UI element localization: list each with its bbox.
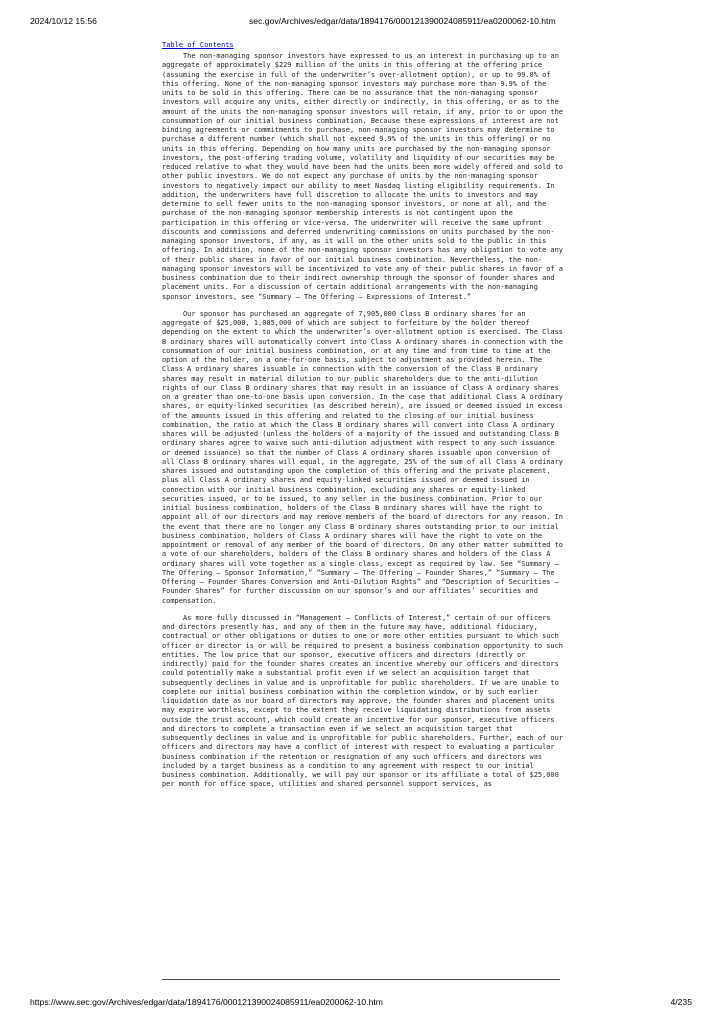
document-body [162, 41, 566, 790]
print-page-count: 4/235 [670, 997, 692, 1007]
paragraph-conflicts-of-interest: As more fully discussed in “Management — Conflicts of Interest,” certain of our officers and directors presently has, and any of them in the future may have, additional fiduciary, contractual or other obligations or duties to one or more other entities pursuant to which such officer or director is or will be required to present a business combination opportunity to such entities. The low price that our sponsor, executive officers and directors (directly or indirectly) paid for the founder shares creates an incentive whereby our officers and directors could potentially make a substantial profit even if we select an acquisition target that subsequently declines in value and is unprofitable for public shareholders. If we are unable to complete our initial business combination within the completion window, or by such earlier liquidation date as our board of directors may approve, the founder shares and placement units may expire worthless, except to the extent they receive liquidating distributions from assets outside the trust account, which could create an incentive for our sponsor, executive officers and directors to complete a transaction even if we select an acquisition target that subsequently declines in value and is unprofitable for public shareholders. Further, each of our officers and directors may have a conflict of interest with respect to evaluating a particular business combination if the retention or resignation of any such officers and directors was included by a target business as a condition to any agreement with respect to our initial business combination. Additionally, we will pay our sponsor or its affiliate a total of $25,000 per month for office space, utilities and shared personnel support services, as [162, 613, 563, 789]
footer-divider [162, 979, 560, 980]
print-header [0, 16, 724, 30]
print-page-title: sec.gov/Archives/edgar/data/1894176/000121390024085911/ea0200062-10.htm [249, 16, 556, 26]
print-url: https://www.sec.gov/Archives/edgar/data/1894176/000121390024085911/ea0200062-10.htm [30, 997, 383, 1007]
paragraph-non-managing-sponsor-investors: The non-managing sponsor investors have expressed to us an interest in purchasing up to an aggregate of approximately $229 million of the units in this offering at the offering price (assuming the exercise in full of the underwriter’s over-allotment option), or up to 99.0% of this offering. None of the non-managing sponsor investors may purchase more than 9.9% of the units to be sold in this offering. There can be no assurance that the non-managing sponsor investors will acquire any units, either directly or indirectly, in this offering, or as to the amount of the units the non-managing sponsor investors will retain, if any, prior to or upon the consummation of our initial business combination. Because these expressions of interest are not binding agreements or commitments to purchase, non-managing sponsor investors may determine to purchase a different number (which shall not exceed 9.9% of the units in this offering) or no units in this offering. Depending on how many units are purchased by the non-managing sponsor investors, the post-offering trading volume, volatility and liquidity of our securities may be reduced relative to what they would have been had the units been more widely offered and sold to other public investors. We do not expect any purchase of units by the non-managing sponsor investors to negatively impact our ability to meet Nasdaq listing eligibility requirements. In addition, the underwriters have full discretion to allocate the units to investors and may determine to sell fewer units to the non-managing sponsor investors, or none at all, and the purchase of the non-managing sponsor membership interests is not contingent upon the participation in this offering or vice-versa. The underwriter will receive the same upfront discounts and commissions and deferred underwriting commissions on units purchased by the non-managing sponsor investors, if any, as it will on the other units sold to the public in this offering. In addition, none of the non-managing sponsor investors has any obligation to vote any of their public shares in favor of our initial business combination. Nevertheless, the non-managing sponsor investors will be incentivized to vote any of their public shares in favor of a business combination due to their indirect ownership through the sponsor of founder shares and placement units. For a discussion of certain additional arrangements with the non-managing sponsor investors, see “Summary — The Offering — Expressions of Interest.” [162, 52, 563, 301]
print-datetime: 2024/10/12 15:56 [30, 16, 97, 26]
paragraph-class-b-ordinary-shares: Our sponsor has purchased an aggregate of 7,905,000 Class B ordinary shares for an aggregate of $25,000, 1,005,000 of which are subject to forfeiture by the holder thereof depending on the extent to which the underwriter’s over-allotment option is exercised. The Class B ordinary shares will automatically convert into Class A ordinary shares in connection with the consummation of our initial business combination, or at any time and from time to time at the option of the holder, on a one-for-one basis, subject to adjustment as provided herein. The Class A ordinary shares issuable in connection with the conversion of the Class B ordinary shares may result in material dilution to our public shareholders due to the anti-dilution rights of our Class B ordinary shares that may result in an issuance of Class A ordinary shares on a greater than one-to-one basis upon conversion. In the case that additional Class A ordinary shares, or equity-linked securities (as described herein), are issued or deemed issued in excess of the amounts issued in this offering and related to the closing of our initial business combination, the ratio at which the Class B ordinary shares will convert into Class A ordinary shares will be adjusted (unless the holders of a majority of the issued and outstanding Class B ordinary shares agree to waive such anti-dilution adjustment with respect to any such issuance or deemed issuance) so that the number of Class A ordinary shares issuable upon conversion of all Class B ordinary shares will equal, in the aggregate, 25% of the sum of all Class A ordinary shares issued and outstanding upon the completion of this offering and the private placement, plus all Class A ordinary shares and equity-linked securities issued or deemed issued in connection with our initial business combination, excluding any shares or equity-linked securities issued, or to be issued, to any seller in the business combination. Prior to our initial business combination, holders of the Class B ordinary shares will have the right to appoint all of our directors and may remove members of the board of directors for any reason. In the event that there are no longer any Class B ordinary shares outstanding prior to our initial business combination, holders of Class A ordinary shares will have the right to vote on the appointment or removal of any member of the board of directors. On any other matter submitted to a vote of our shareholders, holders of the Class B ordinary shares and holders of the Class A ordinary shares will vote together as a single class, except as required by law. See “Summary — The Offering — Sponsor Information,” “Summary — The Offering — Founder Shares,” “Summary — The Offering — Founder Shares Conversion and Anti-Dilution Rights” and “Description of Securities — Founder Shares” for further discussion on our sponsor’s and our affiliates’ securities and compensation. [162, 309, 563, 605]
table-of-contents-link[interactable]: Table of Contents [162, 41, 234, 49]
print-footer [0, 997, 724, 1011]
